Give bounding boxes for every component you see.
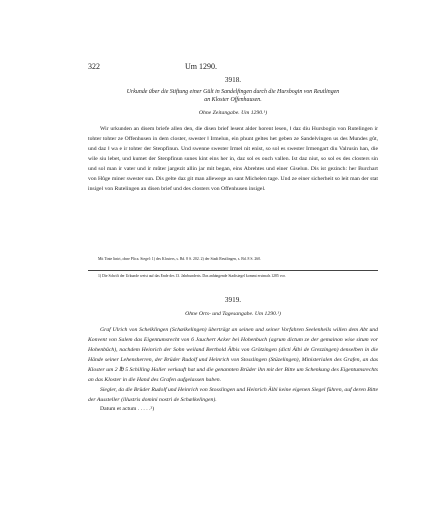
text-paragraph: Siegler, da die Brüder Rudolf und Heinrich von Stosslingen und Heinrich Älbi keine eigenen Siegel führen, auf deren Bitte der Aussteller (illustris domini nostri de Schælkelingen).	[88, 387, 378, 403]
footnote-text: 1) Die Schrift der Urkunde weist auf das Ende des 13. Jahrhunderts. Das anhängende Stadtsiegel kommt erstmals 1285 vor.	[98, 274, 286, 278]
text-paragraph: Datum et actum . . . . .²)	[100, 406, 155, 412]
document-text	[88, 325, 378, 405]
heading-line: an Kloster Offenhausen.	[204, 97, 262, 103]
document-text	[88, 404, 378, 414]
note-text: Mit Tinte linirt, ohne Plica. Siegel: 1) des Klosters, s. Bd. 8 S. 202. 2) der Stadt Reutlingen, s. Bd. 8 S. 260.	[98, 257, 262, 261]
seal-note	[88, 256, 378, 263]
dating-line: Ohne Zeitangabe. Um 1290.¹)	[198, 110, 268, 116]
document-text	[88, 124, 378, 194]
document-number: 3919.	[224, 296, 242, 304]
document-heading	[88, 88, 378, 104]
text-paragraph: Wir urkunden an disem briefe allen den, die disen brief lesent alder horent lesen, ‖ daz diu Hursbogin von Rutelingen ir tohter tohter ze Offenhusen in dem closter, swester ‖ Irmelun, ein phunt geltes het geben ze Sandelvingen us des Mundes gůt, und daz ‖ wa e ir tohter der Stenpfinun. Und swenne swester Irmel nit enist, so sol es swester Irmengart diu Valrusin han, die wile siu lebet, und kumet der Stenpfinun sunes kint eins her in, daz sol es ouch vallen. Ist daz niut, so sol es des closters sin und sol man ir vater und ir můter jargezit allin jar mit began, eins Abrehtes und einer Giselun. Dis ist gezinch: her Burchart von Hůge miner swester sun. Dis gelte daz git man allewege an sant Michelen tage. Und ze einer sicherheit so leit man der stat insigel von Rutelingen an disen brief und des closters von Offenhusen insigel.	[88, 126, 378, 192]
heading-line: Urkunde über die Stiftung einer Gült in Sandelfingen durch die Hursbogin von Reutlingen	[126, 89, 340, 95]
text-paragraph: Graf Ulrich von Schelklingen (Schælkelingen) überträgt an seinen und seiner Vorfahren Seelenheils willen dem Abt und Konvent von Salem das Eigentumsrecht von 6 Jauchert Acker bei Hohenbuch (agrum dictum ze der gemainon wise situm vor Hohenbůch), nachdem Heinrich der Sohn weiland Berthold Älbis von Grötzingen (dicti Älbi de Grezzingen) denselben in die Hände seiner Lehensherren, der Brüder Rudolf und Heinrich von Stosslingen (Stüzelingen), Ministerialen des Grafen, an das Kloster um 2 ℔ 5 Schilling Haller verkauft hat und die genannten Brüder ihn mit der Bitte um Schenkung des Eigentumsrechts an das Kloster in die Hand des Grafen aufgelassen haben.	[88, 327, 378, 383]
running-title: Um 1290.	[185, 62, 217, 71]
footnote-rule	[88, 270, 378, 271]
document-number: 3918.	[224, 76, 242, 84]
footnote	[88, 273, 378, 280]
dating-line: Ohne Orts- und Tagesangabe. Um 1290.¹)	[185, 311, 281, 317]
page-number: 322	[88, 62, 100, 71]
